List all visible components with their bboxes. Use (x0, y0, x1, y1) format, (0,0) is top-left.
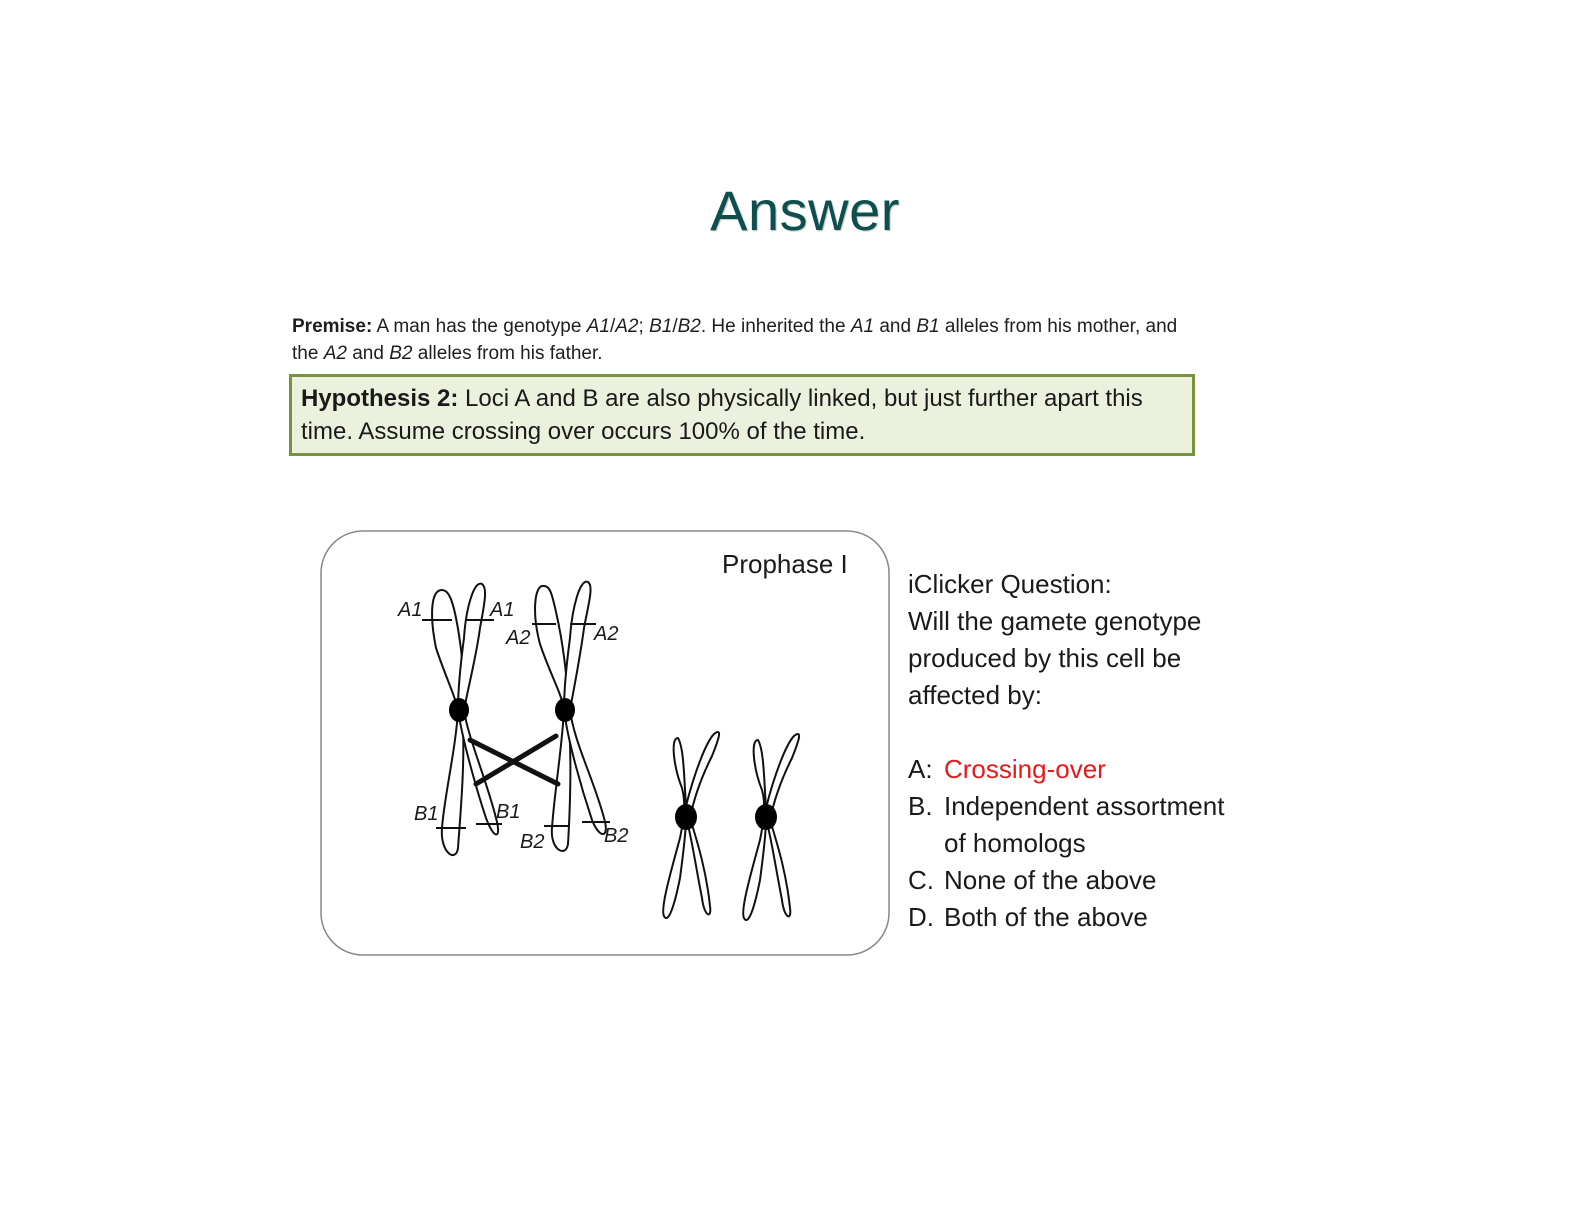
option-d[interactable] (908, 899, 1328, 936)
question-line: Will the gamete genotype (908, 606, 1202, 636)
option-a[interactable] (908, 751, 1328, 788)
premise-label: Premise: (292, 316, 373, 337)
option-letter: B. (908, 791, 933, 821)
centromere (449, 698, 469, 722)
allele-b1: B1 (649, 316, 673, 337)
option-letter: C. (908, 865, 934, 895)
option-text-line: of homologs (944, 828, 1086, 858)
centromere (755, 804, 777, 830)
option-text-line: Independent assortment (944, 791, 1225, 821)
question-line: produced by this cell be (908, 643, 1182, 673)
option-text (944, 788, 1224, 862)
allele-b2: B2 (677, 316, 701, 337)
allele-b1: B1 (916, 316, 940, 337)
centromere (555, 698, 575, 722)
premise-part: alleles from his mother, and the (292, 316, 1178, 364)
question-line: affected by: (908, 680, 1042, 710)
premise-part: alleles from his father. (412, 343, 603, 364)
label-b1-left: B1 (414, 803, 439, 825)
option-text: None of the above (944, 865, 1157, 895)
label-a2-left: A2 (506, 627, 531, 649)
premise-part: and (874, 316, 917, 337)
allele-b2: B2 (389, 343, 413, 364)
allele-a1: A1 (850, 316, 875, 337)
centromere (675, 804, 697, 830)
allele-a2: A2 (323, 343, 347, 364)
label-b2-right: B2 (604, 825, 629, 847)
label-a2-right: A2 (594, 623, 619, 645)
option-b[interactable] (908, 788, 1328, 862)
diagram-frame (321, 531, 889, 955)
hypothesis-box (289, 374, 1195, 456)
allele-a1: A1 (586, 316, 610, 337)
stage-label: Prophase I (722, 549, 848, 579)
option-text: Crossing-over (944, 754, 1106, 784)
premise-part: ; (638, 316, 650, 337)
allele-a2: A2 (615, 316, 639, 337)
prophase-diagram (318, 528, 894, 960)
label-a1-right: A1 (490, 599, 515, 621)
option-c[interactable] (908, 862, 1328, 899)
premise-text (292, 313, 1192, 367)
option-text: Both of the above (944, 902, 1148, 932)
label-b2-left: B2 (520, 831, 545, 853)
premise-part: / (672, 316, 678, 337)
premise-part: . He inherited the (700, 316, 851, 337)
hypothesis-text: Loci A and B are also physically linked, but just further apart this time. Assume crossing over occurs 100% of the time. (301, 385, 1143, 445)
premise-part: and (346, 343, 390, 364)
option-letter: D. (908, 902, 934, 932)
label-b1-right: B1 (496, 801, 521, 823)
slide-title: Answer (710, 179, 900, 242)
option-letter: A: (908, 754, 933, 784)
hypothesis-label: Hypothesis 2: (301, 385, 459, 412)
premise-part: A man has the genotype (372, 316, 587, 337)
iclicker-question (908, 566, 1328, 936)
label-a1-left: A1 (398, 599, 423, 621)
premise-part: / (609, 316, 616, 337)
question-heading: iClicker Question: (908, 569, 1112, 599)
